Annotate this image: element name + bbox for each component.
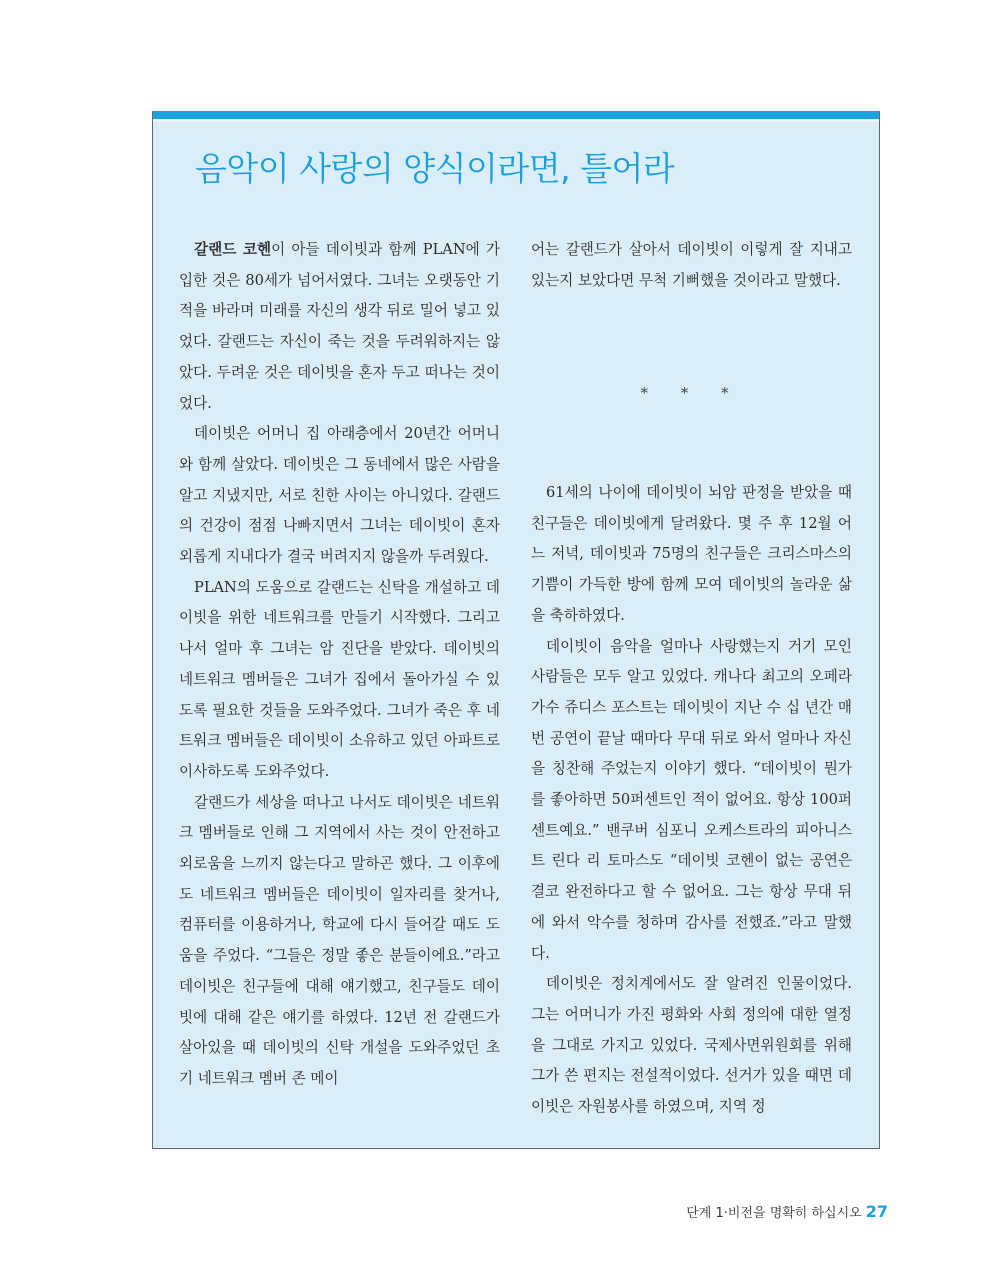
story-title: 음악이 사랑의 양식이라면, 틀어라 — [195, 149, 675, 188]
paragraph-2: 데이빗은 어머니 집 아래층에서 20년간 어머니와 함께 살았다. 데이빗은 그 동네에서 많은 사람을 알고 지냈지만, 서로 친한 사이는 아니었다. 갈랜드의 건강이 점점 나빠지면서 그녀는 데이빗이 혼자 외롭게 지내다가 결국 버려지지 않을까 두려웠다. — [179, 425, 500, 566]
section-separator: * * * — [640, 384, 743, 402]
box-top-accent-bar — [153, 111, 879, 119]
paragraph-1-text: 이 아들 데이빗과 함께 PLAN에 가입한 것은 80세가 넘어서였다. 그녀는 오랫동안 기적을 바라며 미래를 자신의 생각 뒤로 밀어 넣고 있었다. 갈랜드는 자신이 죽는 것을 두려워하지는 않았다. 두려운 것은 데이빗을 혼자 두고 떠나는 것이었다. — [179, 241, 500, 412]
page-number: 27 — [865, 1202, 888, 1221]
lead-name: 갈랜드 코헨 — [194, 241, 272, 258]
right-column-top — [531, 235, 852, 296]
paragraph-1 — [179, 235, 500, 419]
page-footer — [686, 1202, 888, 1221]
paragraph-4: 갈랜드가 세상을 떠나고 나서도 데이빗은 네트워크 멤버들로 인해 그 지역에서 사는 것이 안전하고 외로움을 느끼지 않는다고 말하곤 했다. 그 이후에도 네트워크 멤버들은 데이빗이 일자리를 찾거나, 컴퓨터를 이용하거나, 학교에 다시 들어갈 때도 도움을 주었다. “그들은 정말 좋은 분들이에요.”라고 데이빗은 친구들에 대해 얘기했고, 친구들도 데이빗에 대해 같은 얘기를 하였다. 12년 전 갈랜드가 살아있을 때 데이빗의 신탁 개설을 도와주었던 초기 네트워크 멤버 존 메이 — [179, 793, 500, 1087]
paragraph-continued: 어는 갈랜드가 살아서 데이빗이 이렇게 잘 지내고 있는지 보았다면 무척 기뻐했을 것이라고 말했다. — [531, 241, 852, 289]
footer-section-title: 단계 1·비전을 명확히 하십시오 — [686, 1206, 862, 1221]
paragraph-3: PLAN의 도움으로 갈랜드는 신탁을 개설하고 데이빗을 위한 네트워크를 만들기 시작했다. 그리고 나서 얼마 후 그녀는 암 진단을 받았다. 데이빗의 네트워크 멤버들은 그녀가 집에서 돌아가실 수 있도록 필요한 것들을 도와주었다. 그녀가 죽은 후 네트워크 멤버들은 데이빗이 소유하고 있던 아파트로 이사하도록 도와주었다. — [179, 578, 500, 780]
sidebar-story-box — [152, 111, 880, 1149]
paragraph-5: 61세의 나이에 데이빗이 뇌암 판정을 받았을 때 친구들은 데이빗에게 달려왔다. 몇 주 후 12월 어느 저녁, 데이빗과 75명의 친구들은 크리스마스의 기쁨이 가득한 방에 함께 모여 데이빗의 놀라운 삶을 축하하였다. — [531, 484, 852, 624]
right-column-bottom — [531, 478, 852, 1123]
paragraph-6: 데이빗이 음악을 얼마나 사랑했는지 거기 모인 사람들은 모두 알고 있었다. 캐나다 최고의 오페라 가수 쥬디스 포스트는 데이빗이 지난 수 십 년간 매번 공연이 끝날 때마다 무대 뒤로 와서 얼마나 자신을 칭찬해 주었는지 이야기 했다. “데이빗이 뭔가를 좋아하면 50퍼센트인 적이 없어요. 항상 100퍼센트예요.” 밴쿠버 심포니 오케스트라의 피아니스트 린다 리 토마스도 “데이빗 코헨이 없는 공연은 결코 완전하다고 할 수 없어요. 그는 항상 무대 뒤에 와서 악수를 청하며 감사를 전했죠.”라고 말했다. — [531, 637, 852, 962]
left-column — [179, 235, 500, 1095]
paragraph-7: 데이빗은 정치계에서도 잘 알려진 인물이었다. 그는 어머니가 가진 평화와 사회 정의에 대한 열정을 그대로 가지고 있었다. 국제사면위원회를 위해 그가 쓴 편지는 전설적이었다. 선거가 있을 때면 데이빗은 자원봉사를 하였으며, 지역 정 — [531, 975, 852, 1116]
